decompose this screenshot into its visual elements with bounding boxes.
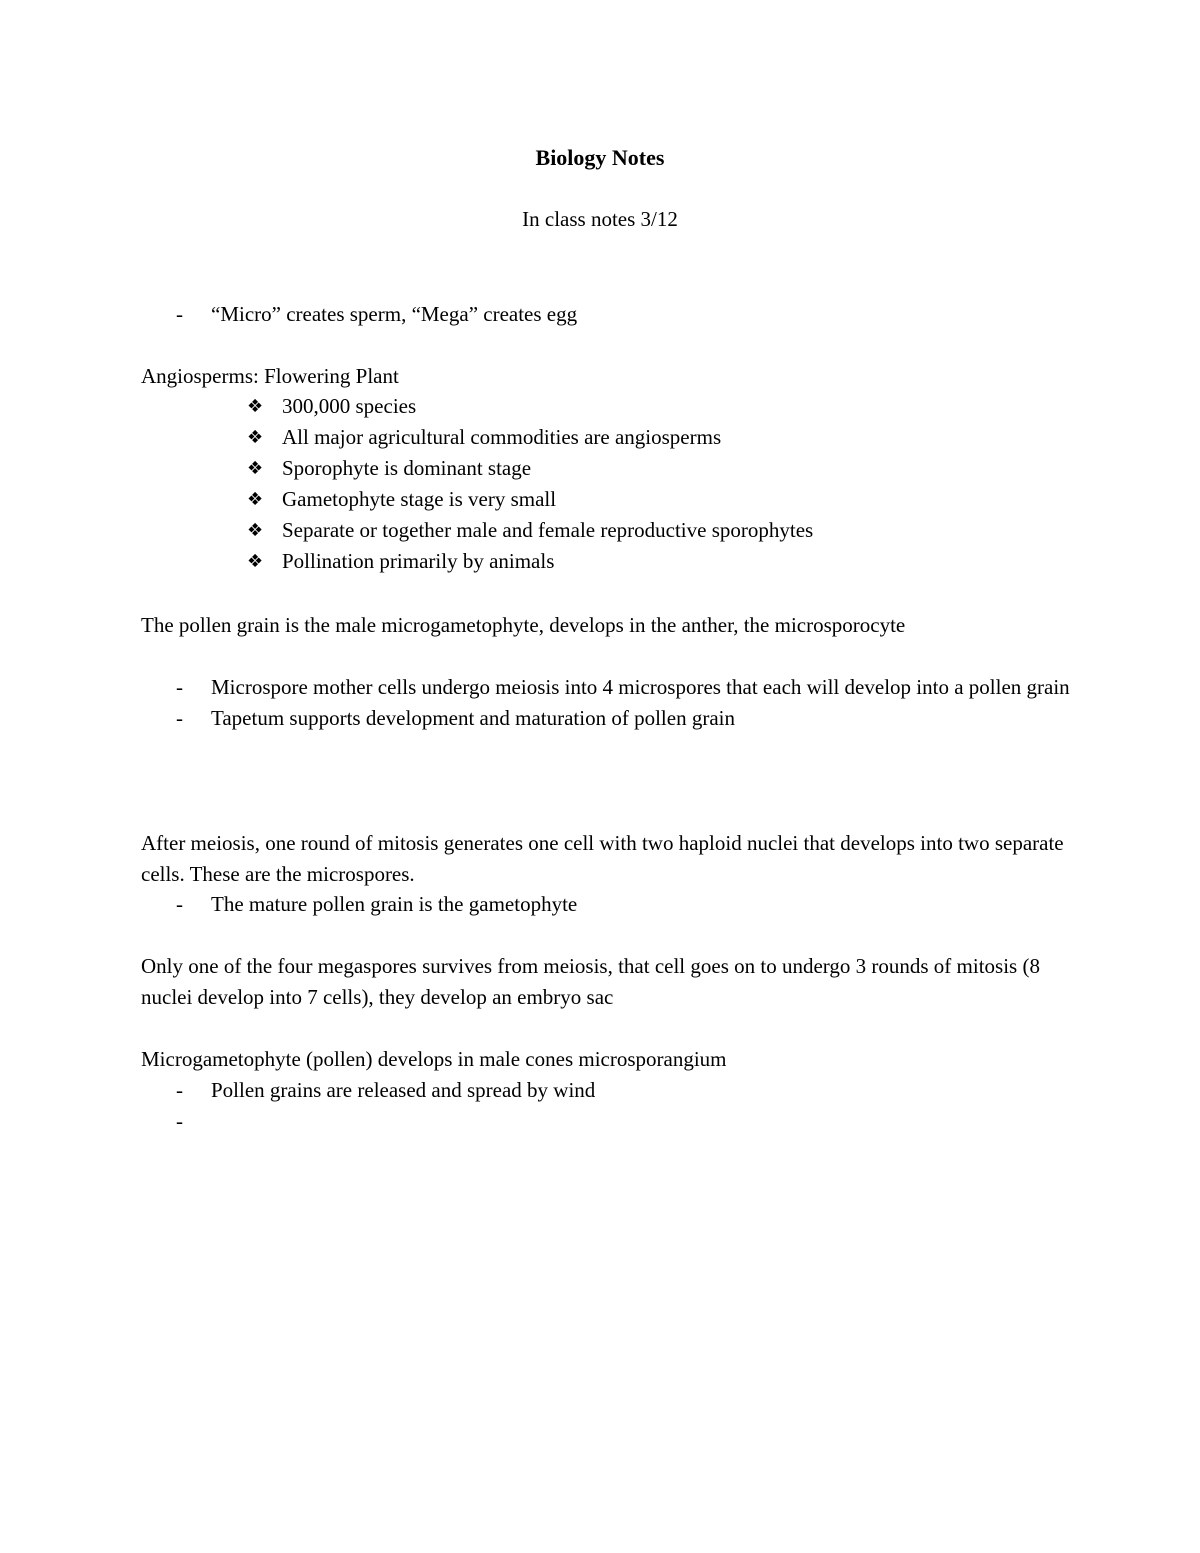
dash-bullet-icon: -	[176, 1109, 183, 1133]
dash-bullet-icon: -	[176, 1078, 183, 1102]
list-item	[0, 703, 1071, 734]
list-item	[0, 546, 1082, 577]
list-item	[0, 299, 1071, 330]
microgametophyte-paragraph: Microgametophyte (pollen) develops in male cones microsporangium	[141, 1047, 727, 1071]
dash-bullet-icon: -	[176, 302, 183, 326]
diamond-bullet-icon: ❖	[247, 520, 264, 541]
angiosperms-heading: Angiosperms: Flowering Plant	[141, 364, 399, 388]
list-item-text: Tapetum supports development and maturation of pollen grain	[211, 706, 735, 730]
list-item-text: “Micro” creates sperm, “Mega” creates egg	[211, 302, 578, 326]
intro-list	[0, 299, 1200, 330]
list-item-text: Gametophyte stage is very small	[282, 487, 557, 511]
dash-bullet-icon: -	[176, 892, 183, 916]
dash-bullet-icon: -	[176, 675, 183, 699]
list-item	[0, 672, 1071, 703]
meiosis-list	[0, 889, 1200, 920]
list-item	[0, 391, 1082, 422]
list-item-text: All major agricultural commodities are angiosperms	[282, 425, 722, 449]
diamond-bullet-icon: ❖	[247, 489, 264, 510]
list-item	[0, 484, 1082, 515]
list-item	[0, 453, 1082, 484]
angiosperms-list	[0, 391, 1200, 577]
list-item-text: Pollen grains are released and spread by wind	[211, 1078, 596, 1102]
list-item	[0, 1075, 1071, 1106]
dash-bullet-icon: -	[176, 706, 183, 730]
list-item	[0, 889, 1071, 920]
list-item-text: Sporophyte is dominant stage	[282, 456, 532, 480]
list-item	[0, 422, 1082, 453]
pollen-paragraph: The pollen grain is the male microgametophyte, develops in the anther, the microsporocyte	[141, 613, 906, 637]
megaspores-paragraph: Only one of the four megaspores survives from meiosis, that cell goes on to undergo 3 rounds of mitosis (8 nuclei develop into 7 cells), they develop an embryo sac	[141, 954, 1040, 1009]
document-title: Biology Notes	[535, 145, 665, 170]
list-item-text: Separate or together male and female reproductive sporophytes	[282, 518, 814, 542]
list-item-empty	[0, 1106, 1071, 1137]
document-subtitle: In class notes 3/12	[522, 207, 678, 231]
diamond-bullet-icon: ❖	[247, 427, 264, 448]
list-item-text: The mature pollen grain is the gametophyte	[211, 892, 578, 916]
list-item-text: Pollination primarily by animals	[282, 549, 555, 573]
list-item-text: 300,000 species	[282, 394, 417, 418]
pollen-list	[0, 672, 1200, 734]
diamond-bullet-icon: ❖	[247, 396, 264, 417]
diamond-bullet-icon: ❖	[247, 458, 264, 479]
meiosis-paragraph: After meiosis, one round of mitosis generates one cell with two haploid nuclei that develops into two separate cells. These are the microspores.	[141, 831, 1064, 886]
list-item-text: Microspore mother cells undergo meiosis into 4 microspores that each will develop into a pollen grain	[211, 675, 1070, 699]
microgametophyte-list	[0, 1075, 1200, 1137]
list-item	[0, 515, 1082, 546]
diamond-bullet-icon: ❖	[247, 551, 264, 572]
